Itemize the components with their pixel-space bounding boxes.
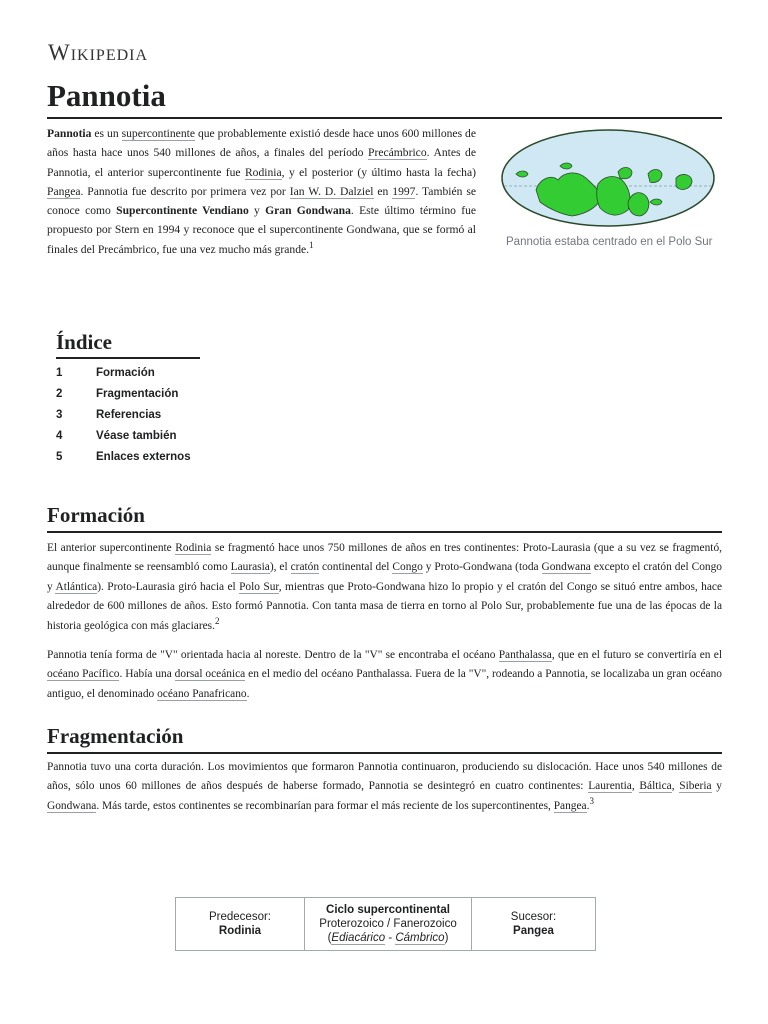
wikipedia-logo[interactable]: Wikipedia	[48, 40, 149, 65]
toc-number: 4	[56, 430, 63, 442]
link-dalziel[interactable]: Ian W. D. Dalziel	[289, 184, 374, 198]
text: excepto el cratón del Congo y	[47, 561, 722, 593]
link-precambrico[interactable]: Precámbrico	[368, 146, 427, 160]
successor-label: Sucesor:	[510, 911, 557, 923]
toc-item-fragmentacion[interactable]	[56, 388, 256, 409]
link-siberia[interactable]: Siberia	[679, 780, 712, 793]
predecessor-label: Predecesor:	[208, 911, 271, 923]
toc-item-formacion[interactable]	[56, 367, 256, 388]
text: ). Proto-Laurasia giró hacia el	[97, 580, 240, 593]
toc-item-vease-tambien[interactable]	[56, 430, 256, 451]
text: es un	[91, 127, 122, 140]
succession-successor	[472, 898, 595, 950]
toc-title: Índice	[56, 330, 200, 359]
text: Pannotia tenía forma de "V" orientada hacia al noreste. Dentro de la "V" se encontraba el océano	[47, 649, 499, 661]
text: en el medio del océano Panthalassa. Fuera de la "V", rodeando a Pannotia, se localizaba un gran océano antiguo, el denominado	[47, 668, 722, 700]
toc-label[interactable]: Fragmentación	[96, 388, 179, 400]
reference-1[interactable]: 1	[309, 239, 314, 250]
reference-2[interactable]: 2	[214, 615, 220, 626]
text: -	[385, 932, 396, 944]
link-congo[interactable]: Congo	[392, 561, 423, 574]
text: Pannotia tuvo una corta duración. Los movimientos que formaron Pannotia continuaron, produciendo su dislocación. Hace unos 540 millones de años, sólo unos 60 millones de años después de haberse formado, Pannotia se desintegró en cuatro continentes:	[47, 761, 722, 793]
text: ,	[631, 780, 640, 793]
toc-label[interactable]: Véase también	[96, 430, 177, 442]
link-pangea[interactable]: Pangea	[47, 184, 81, 198]
text: El anterior supercontinente	[47, 542, 176, 554]
section-heading-fragmentacion: Fragmentación	[47, 724, 722, 754]
link-rodinia[interactable]: Rodinia	[244, 165, 282, 179]
text: . También se conoce como	[47, 184, 476, 218]
text: y	[248, 204, 266, 218]
text: , mientras que Proto-Gondwana hizo lo propio y el cratón del Congo se situó entre ambos, hace alrededor de 600 millones de años. Esto formó Pannotia. Con tanta masa de tierra en torno al Polo Sur, probablemente fue una de las épocas de la historia geológica con más glaciares.	[47, 580, 723, 632]
link-polo-sur[interactable]: Polo Sur	[239, 580, 279, 593]
bold-term: Supercontinente Vendiano	[116, 204, 249, 218]
text: que probablemente existió desde hace unos 600 millones de años hasta hace unos 540 millones de años, a finales del período	[47, 127, 476, 160]
cycle-periods	[305, 931, 471, 945]
link-pangea[interactable]: Pangea	[553, 799, 587, 812]
intro-paragraph	[47, 124, 476, 259]
text: )	[444, 932, 449, 944]
formacion-paragraph-2	[47, 646, 722, 704]
toc-label[interactable]: Enlaces externos	[96, 451, 191, 463]
section-heading-formacion: Formación	[47, 503, 722, 533]
text: . Antes de Pannotia, el anterior supercontinente fue	[47, 146, 477, 179]
formacion-paragraph-1	[47, 539, 722, 636]
link-ediacarico[interactable]: Ediacárico	[331, 932, 386, 944]
figure-caption: Pannotia estaba centrado en el Polo Sur	[506, 236, 713, 248]
succession-box	[175, 897, 596, 951]
toc-label[interactable]: Formación	[96, 367, 155, 379]
text: , que en el futuro se convertiría en el	[551, 649, 722, 661]
link-laurentia[interactable]: Laurentia	[588, 780, 632, 793]
toc-number: 3	[56, 409, 63, 421]
text: .	[586, 799, 590, 812]
text: .	[246, 687, 250, 700]
cycle-title[interactable]: Ciclo supercontinental	[326, 904, 450, 916]
link-cambrico[interactable]: Cámbrico	[395, 932, 445, 944]
text: se fragmentó hace unos 750 millones de años en tres continentes: Proto-Laurasia (que a su vez se fragmentó, aunque finalmente se reensambló como	[47, 542, 722, 574]
text: y Proto-Gondwana (toda	[422, 561, 542, 574]
toc-label[interactable]: Referencias	[96, 409, 162, 421]
text: en	[373, 184, 393, 198]
toc-number: 1	[56, 367, 63, 379]
link-oceano-pacifico[interactable]: océano Pacífico	[47, 668, 120, 681]
bold-term: Gran Gondwana	[265, 204, 351, 218]
reference-3[interactable]: 3	[589, 796, 594, 807]
text: . Más tarde, estos continentes se recombinarían para formar el más reciente de los supercontinentes,	[96, 799, 554, 812]
link-gondwana[interactable]: Gondwana	[541, 561, 591, 574]
toc-item-enlaces-externos[interactable]	[56, 451, 256, 472]
text: continental del	[319, 561, 393, 574]
link-gondwana[interactable]: Gondwana	[47, 799, 97, 812]
pannotia-map-image[interactable]	[500, 128, 716, 228]
link-dorsal-oceanica[interactable]: dorsal oceánica	[174, 668, 246, 681]
toc-item-referencias[interactable]	[56, 409, 256, 430]
cycle-eons: Proterozoico / Fanerozoico	[319, 918, 457, 930]
link-baltica[interactable]: Báltica	[639, 780, 672, 793]
figure-pannotia-map	[500, 128, 722, 250]
succession-cycle	[305, 898, 472, 950]
toc-list	[56, 367, 256, 472]
text: (	[327, 932, 332, 944]
link-panthalassa[interactable]: Panthalassa	[498, 649, 552, 661]
toc-number: 2	[56, 388, 63, 400]
link-rodinia[interactable]: Rodinia	[175, 542, 212, 554]
text: y	[711, 780, 722, 793]
link-atlantica[interactable]: Atlántica	[55, 580, 98, 593]
page-title: Pannotia	[47, 78, 166, 113]
table-of-contents	[56, 330, 256, 472]
text: . Había una	[119, 668, 175, 681]
predecessor-link[interactable]: Rodinia	[218, 925, 262, 937]
link-oceano-panafricano[interactable]: océano Panafricano	[157, 687, 247, 700]
text: ,	[671, 780, 680, 793]
link-1997[interactable]: 1997	[392, 184, 416, 198]
title-divider	[47, 117, 722, 119]
link-laurasia[interactable]: Laurasia	[230, 561, 270, 574]
link-supercontinente[interactable]: supercontinente	[121, 127, 195, 140]
link-craton[interactable]: cratón	[290, 561, 320, 574]
successor-link[interactable]: Pangea	[513, 925, 554, 937]
intro-bold-title: Pannotia	[47, 127, 92, 140]
toc-number: 5	[56, 451, 63, 463]
text: ), el	[269, 561, 291, 574]
text: . Pannotia fue descrito por primera vez por	[80, 184, 290, 198]
text: , y el posterior (y último hasta la fecha)	[281, 165, 476, 179]
succession-predecessor	[176, 898, 305, 950]
fragmentacion-paragraph-1	[47, 758, 722, 816]
text: . Este último término fue propuesto por Stern en 1994 y reconoce que el supercontinente Gondwana, que se formó al finales del Precámbrico, fue una vez mucho más grande.	[47, 204, 477, 256]
